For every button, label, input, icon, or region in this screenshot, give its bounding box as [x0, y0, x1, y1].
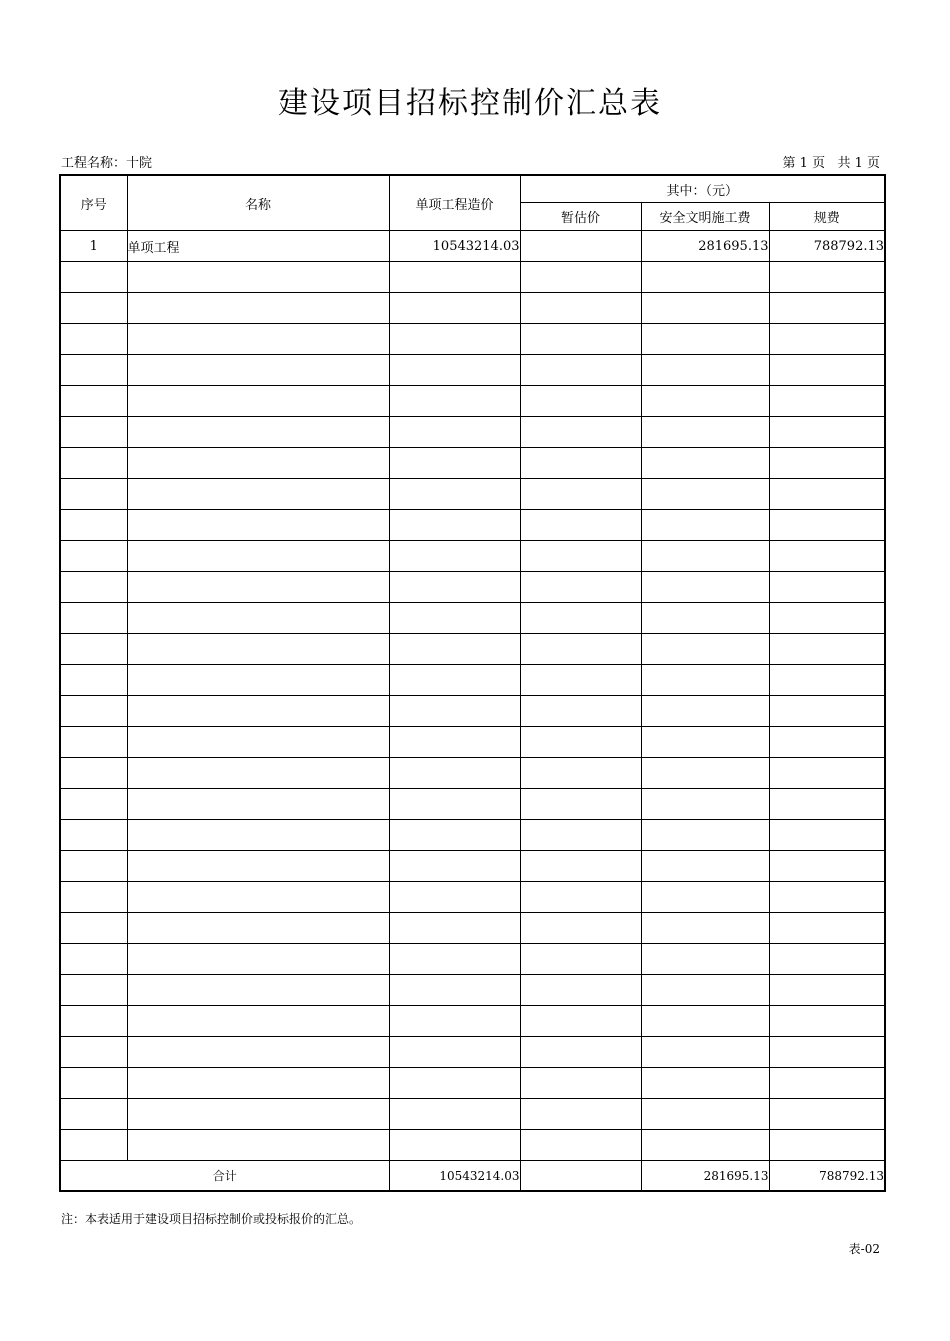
empty-cell — [389, 820, 520, 851]
empty-cell — [769, 882, 885, 913]
empty-cell — [520, 1006, 641, 1037]
empty-cell — [60, 386, 127, 417]
empty-row — [60, 448, 885, 479]
empty-cell — [389, 975, 520, 1006]
total-row — [60, 1161, 885, 1192]
empty-row — [60, 851, 885, 882]
empty-cell — [769, 758, 885, 789]
empty-cell — [641, 262, 769, 293]
empty-row — [60, 603, 885, 634]
empty-cell — [127, 1130, 389, 1161]
empty-cell — [641, 789, 769, 820]
empty-cell — [60, 603, 127, 634]
empty-cell — [769, 603, 885, 634]
empty-cell — [641, 665, 769, 696]
empty-cell — [127, 355, 389, 386]
empty-row — [60, 510, 885, 541]
empty-cell — [60, 510, 127, 541]
empty-cell — [520, 820, 641, 851]
table-row — [60, 231, 885, 262]
empty-cell — [389, 448, 520, 479]
empty-cell — [60, 975, 127, 1006]
empty-row — [60, 944, 885, 975]
empty-cell — [641, 975, 769, 1006]
empty-row — [60, 727, 885, 758]
empty-row — [60, 324, 885, 355]
empty-cell — [520, 1068, 641, 1099]
empty-row — [60, 1130, 885, 1161]
cell-safety: 281695.13 — [641, 231, 769, 262]
empty-cell — [127, 293, 389, 324]
empty-cell — [520, 293, 641, 324]
cell-name: 单项工程 — [127, 231, 389, 262]
empty-cell — [389, 1130, 520, 1161]
empty-cell — [389, 882, 520, 913]
empty-cell — [60, 417, 127, 448]
header-provisional: 暂估价 — [520, 203, 641, 231]
empty-cell — [389, 1099, 520, 1130]
empty-cell — [60, 572, 127, 603]
empty-row — [60, 758, 885, 789]
empty-cell — [60, 479, 127, 510]
empty-cell — [769, 572, 885, 603]
footnote: 注：本表适用于建设项目招标控制价或投标报价的汇总。 — [61, 1212, 362, 1226]
empty-cell — [769, 944, 885, 975]
empty-cell — [389, 913, 520, 944]
empty-cell — [520, 1037, 641, 1068]
page-title: 建设项目招标控制价汇总表 — [278, 86, 662, 121]
empty-row — [60, 479, 885, 510]
empty-cell — [520, 448, 641, 479]
empty-cell — [641, 758, 769, 789]
empty-cell — [769, 634, 885, 665]
header-cost: 单项工程造价 — [389, 175, 520, 231]
empty-cell — [641, 1006, 769, 1037]
empty-row — [60, 665, 885, 696]
empty-cell — [127, 1037, 389, 1068]
empty-row — [60, 820, 885, 851]
empty-cell — [520, 975, 641, 1006]
empty-row — [60, 572, 885, 603]
empty-cell — [60, 1037, 127, 1068]
empty-row — [60, 1006, 885, 1037]
empty-cell — [389, 572, 520, 603]
empty-cell — [389, 479, 520, 510]
empty-cell — [60, 324, 127, 355]
empty-cell — [60, 882, 127, 913]
total-cost: 10543214.03 — [389, 1161, 520, 1192]
empty-cell — [520, 634, 641, 665]
empty-cell — [769, 851, 885, 882]
empty-cell — [389, 789, 520, 820]
empty-cell — [60, 1130, 127, 1161]
empty-cell — [520, 789, 641, 820]
empty-cell — [127, 448, 389, 479]
empty-cell — [520, 324, 641, 355]
empty-cell — [520, 572, 641, 603]
empty-cell — [60, 696, 127, 727]
empty-cell — [769, 479, 885, 510]
empty-cell — [641, 355, 769, 386]
total-fees: 788792.13 — [769, 1161, 885, 1192]
empty-cell — [389, 758, 520, 789]
empty-cell — [60, 820, 127, 851]
empty-cell — [60, 1099, 127, 1130]
empty-cell — [127, 510, 389, 541]
empty-cell — [641, 1099, 769, 1130]
empty-cell — [60, 665, 127, 696]
empty-cell — [60, 448, 127, 479]
empty-row — [60, 1037, 885, 1068]
empty-cell — [389, 541, 520, 572]
empty-cell — [769, 696, 885, 727]
empty-cell — [389, 324, 520, 355]
summary-table — [59, 174, 886, 1192]
empty-cell — [389, 1037, 520, 1068]
empty-cell — [127, 851, 389, 882]
header-fees: 规费 — [769, 203, 885, 231]
empty-cell — [389, 1006, 520, 1037]
empty-cell — [641, 541, 769, 572]
empty-cell — [389, 386, 520, 417]
empty-cell — [127, 944, 389, 975]
empty-cell — [60, 789, 127, 820]
empty-cell — [769, 1006, 885, 1037]
empty-cell — [769, 1068, 885, 1099]
empty-cell — [641, 572, 769, 603]
cell-seq: 1 — [60, 231, 127, 262]
empty-cell — [769, 386, 885, 417]
total-provisional — [520, 1161, 641, 1192]
empty-cell — [127, 913, 389, 944]
empty-cell — [127, 262, 389, 293]
empty-cell — [769, 1037, 885, 1068]
empty-cell — [641, 386, 769, 417]
empty-cell — [641, 603, 769, 634]
total-safety: 281695.13 — [641, 1161, 769, 1192]
form-number: 表-02 — [848, 1242, 880, 1256]
empty-cell — [389, 727, 520, 758]
empty-cell — [127, 324, 389, 355]
empty-cell — [60, 293, 127, 324]
empty-cell — [60, 944, 127, 975]
empty-cell — [641, 293, 769, 324]
empty-cell — [641, 1068, 769, 1099]
empty-cell — [520, 758, 641, 789]
empty-cell — [520, 510, 641, 541]
empty-cell — [389, 696, 520, 727]
empty-cell — [127, 696, 389, 727]
empty-cell — [769, 448, 885, 479]
empty-cell — [641, 1130, 769, 1161]
empty-row — [60, 293, 885, 324]
empty-cell — [389, 1068, 520, 1099]
empty-row — [60, 696, 885, 727]
empty-cell — [769, 820, 885, 851]
empty-cell — [520, 479, 641, 510]
empty-cell — [127, 1068, 389, 1099]
empty-cell — [60, 541, 127, 572]
empty-row — [60, 913, 885, 944]
empty-cell — [127, 479, 389, 510]
empty-cell — [127, 417, 389, 448]
empty-cell — [769, 975, 885, 1006]
empty-cell — [641, 634, 769, 665]
empty-cell — [60, 262, 127, 293]
empty-cell — [641, 913, 769, 944]
empty-cell — [520, 386, 641, 417]
empty-cell — [520, 665, 641, 696]
empty-cell — [520, 603, 641, 634]
empty-cell — [389, 417, 520, 448]
empty-cell — [641, 324, 769, 355]
empty-cell — [520, 882, 641, 913]
empty-cell — [60, 727, 127, 758]
cell-cost: 10543214.03 — [389, 231, 520, 262]
header-group: 其中：（元） — [520, 175, 885, 203]
empty-cell — [127, 820, 389, 851]
empty-cell — [520, 913, 641, 944]
empty-cell — [769, 355, 885, 386]
empty-row — [60, 1099, 885, 1130]
empty-cell — [520, 727, 641, 758]
empty-cell — [769, 1099, 885, 1130]
empty-cell — [641, 882, 769, 913]
empty-row — [60, 1068, 885, 1099]
empty-cell — [60, 1006, 127, 1037]
empty-cell — [127, 882, 389, 913]
empty-cell — [60, 634, 127, 665]
empty-cell — [520, 541, 641, 572]
empty-cell — [520, 355, 641, 386]
empty-cell — [60, 1068, 127, 1099]
empty-row — [60, 975, 885, 1006]
empty-cell — [389, 851, 520, 882]
empty-cell — [769, 541, 885, 572]
empty-cell — [769, 510, 885, 541]
empty-cell — [769, 913, 885, 944]
empty-cell — [389, 510, 520, 541]
empty-cell — [641, 417, 769, 448]
empty-cell — [641, 851, 769, 882]
empty-cell — [389, 355, 520, 386]
empty-cell — [769, 789, 885, 820]
empty-cell — [127, 541, 389, 572]
header-safety: 安全文明施工费 — [641, 203, 769, 231]
empty-cell — [60, 355, 127, 386]
empty-cell — [127, 758, 389, 789]
empty-row — [60, 262, 885, 293]
empty-row — [60, 634, 885, 665]
empty-cell — [127, 665, 389, 696]
empty-cell — [389, 262, 520, 293]
empty-cell — [127, 603, 389, 634]
empty-cell — [520, 417, 641, 448]
empty-row — [60, 789, 885, 820]
empty-cell — [769, 417, 885, 448]
empty-cell — [127, 572, 389, 603]
empty-cell — [520, 262, 641, 293]
header-name: 名称 — [127, 175, 389, 231]
empty-cell — [641, 820, 769, 851]
empty-cell — [520, 1130, 641, 1161]
cell-fees: 788792.13 — [769, 231, 885, 262]
empty-cell — [520, 851, 641, 882]
empty-cell — [389, 293, 520, 324]
empty-cell — [769, 665, 885, 696]
empty-cell — [769, 1130, 885, 1161]
empty-cell — [127, 1006, 389, 1037]
empty-cell — [127, 789, 389, 820]
header-row — [60, 175, 885, 203]
total-label: 合计 — [60, 1161, 389, 1192]
project-name: 工程名称：十院 — [61, 156, 153, 171]
empty-cell — [769, 324, 885, 355]
empty-cell — [641, 696, 769, 727]
empty-cell — [127, 1099, 389, 1130]
empty-cell — [127, 975, 389, 1006]
header-seq: 序号 — [60, 175, 127, 231]
empty-cell — [60, 758, 127, 789]
empty-row — [60, 386, 885, 417]
empty-cell — [520, 1099, 641, 1130]
empty-cell — [60, 851, 127, 882]
empty-cell — [127, 727, 389, 758]
empty-row — [60, 417, 885, 448]
empty-cell — [520, 944, 641, 975]
empty-cell — [389, 665, 520, 696]
empty-cell — [769, 262, 885, 293]
empty-cell — [641, 944, 769, 975]
empty-cell — [389, 944, 520, 975]
empty-cell — [389, 603, 520, 634]
empty-cell — [641, 479, 769, 510]
empty-cell — [127, 386, 389, 417]
empty-cell — [769, 293, 885, 324]
empty-cell — [641, 448, 769, 479]
empty-cell — [641, 727, 769, 758]
empty-row — [60, 541, 885, 572]
empty-cell — [520, 696, 641, 727]
empty-cell — [60, 913, 127, 944]
empty-cell — [389, 634, 520, 665]
cell-provisional — [520, 231, 641, 262]
empty-cell — [641, 510, 769, 541]
page-info: 第 1 页 共 1 页 — [782, 156, 880, 171]
empty-cell — [127, 634, 389, 665]
empty-row — [60, 355, 885, 386]
empty-cell — [769, 727, 885, 758]
empty-row — [60, 882, 885, 913]
empty-cell — [641, 1037, 769, 1068]
